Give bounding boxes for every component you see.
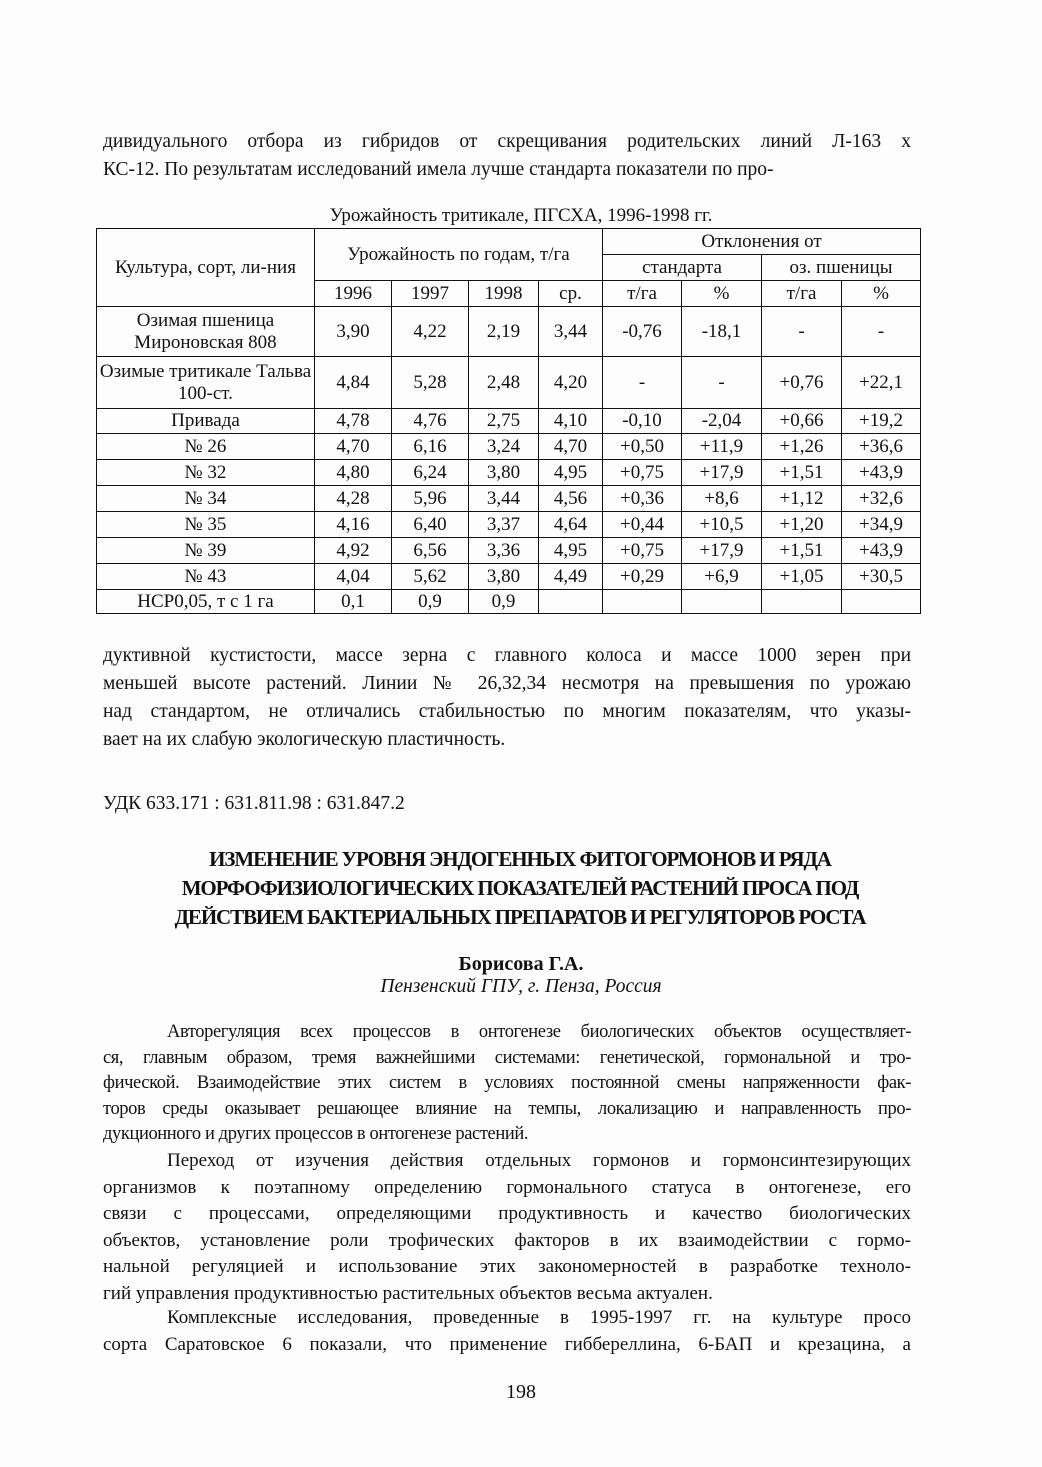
- value-cell: 4,80: [315, 460, 392, 486]
- text-line: дукционного и других процессов в онтогенезе растений.: [103, 1124, 529, 1144]
- text-line: КС-12. По результатам исследований имела лучше стандарта показатели по про-: [103, 159, 774, 180]
- text-line: дуктивной кустистости, массе зерна с главного колоса и массе 1000 зерен при: [103, 645, 911, 666]
- yield-table: [96, 228, 921, 614]
- value-cell: 5,62: [392, 564, 469, 590]
- author-affiliation: Пензенский ГПУ, г. Пенза, Россия: [380, 976, 662, 997]
- value-cell: +0,29: [603, 564, 682, 590]
- value-cell: 4,49: [539, 564, 603, 590]
- culture-cell: Озимая пшеница Мироновская 808: [97, 307, 315, 357]
- value-cell: 4,70: [539, 434, 603, 460]
- value-cell: +1,05: [762, 564, 842, 590]
- table-row: [97, 357, 921, 409]
- value-cell: [762, 590, 842, 614]
- value-cell: +1,20: [762, 512, 842, 538]
- body-paragraph-3: [103, 1305, 911, 1358]
- value-cell: 4,92: [315, 538, 392, 564]
- value-cell: 4,84: [315, 357, 392, 409]
- text-line: Переход от изучения действия отдельных гормонов и гормонсинтезирующих: [167, 1150, 911, 1171]
- value-cell: 3,80: [469, 460, 539, 486]
- value-cell: 3,36: [469, 538, 539, 564]
- value-cell: 4,22: [392, 307, 469, 357]
- value-cell: 4,76: [392, 409, 469, 434]
- after-table-paragraph: [103, 642, 911, 754]
- culture-cell: № 26: [97, 434, 315, 460]
- value-cell: 4,28: [315, 486, 392, 512]
- culture-cell: Озимые тритикале Тальва 100-ст.: [97, 357, 315, 409]
- value-cell: 4,78: [315, 409, 392, 434]
- text-line: связи с процессами, определяющими продуктивность и качество биологических: [103, 1203, 911, 1224]
- text-line: дивидуального отбора из гибридов от скрещивания родительских линий Л-163 х: [103, 131, 911, 152]
- value-cell: 4,64: [539, 512, 603, 538]
- value-cell: 2,19: [469, 307, 539, 357]
- subheader-cell: %: [842, 281, 921, 307]
- culture-cell: № 43: [97, 564, 315, 590]
- text-line: фической. Взаимодействие этих систем в условиях постоянной смены напряженности фак-: [103, 1073, 911, 1093]
- value-cell: 0,9: [469, 590, 539, 614]
- value-cell: +1,26: [762, 434, 842, 460]
- value-cell: 3,24: [469, 434, 539, 460]
- table-row: [97, 434, 921, 460]
- subheader-cell: т/га: [762, 281, 842, 307]
- table-row: [97, 564, 921, 590]
- value-cell: 6,16: [392, 434, 469, 460]
- subheader-cell: 1996: [315, 281, 392, 307]
- abstract-paragraph-1: [103, 1020, 911, 1148]
- text-line: торов среды оказывает решающее влияние на темпы, локализацию и направленность про-: [103, 1098, 911, 1119]
- text-line: сорта Саратовское 6 показали, что применение гиббереллина, 6-БАП и крезацина, а: [103, 1333, 911, 1355]
- value-cell: 2,75: [469, 409, 539, 434]
- value-cell: 4,56: [539, 486, 603, 512]
- value-cell: [682, 590, 762, 614]
- table-row: [97, 590, 921, 614]
- value-cell: 4,04: [315, 564, 392, 590]
- value-cell: 3,37: [469, 512, 539, 538]
- value-cell: +1,51: [762, 538, 842, 564]
- title-line: МОРФОФИЗИОЛОГИЧЕСКИХ ПОКАЗАТЕЛЕЙ РАСТЕНИЙ ПРОСА ПОД: [181, 876, 859, 900]
- value-cell: +1,12: [762, 486, 842, 512]
- value-cell: +0,50: [603, 434, 682, 460]
- value-cell: 4,10: [539, 409, 603, 434]
- value-cell: +0,75: [603, 460, 682, 486]
- value-cell: -: [762, 307, 842, 357]
- value-cell: -18,1: [682, 307, 762, 357]
- value-cell: +17,9: [682, 460, 762, 486]
- table-row: [97, 307, 921, 357]
- author-name: Борисова Г.А.: [458, 953, 584, 975]
- value-cell: 3,80: [469, 564, 539, 590]
- header-wheat: оз. пшеницы: [762, 255, 921, 281]
- value-cell: +0,75: [603, 538, 682, 564]
- table-row: [97, 486, 921, 512]
- value-cell: +36,6: [842, 434, 921, 460]
- culture-cell: № 35: [97, 512, 315, 538]
- text-line: организмов к поэтапному определению гормонального статуса в онтогенезе, его: [103, 1176, 911, 1198]
- udk-code: УДК 633.171 : 631.811.98 : 631.847.2: [103, 793, 405, 814]
- value-cell: +10,5: [682, 512, 762, 538]
- value-cell: +6,9: [682, 564, 762, 590]
- table-row: [97, 538, 921, 564]
- value-cell: -2,04: [682, 409, 762, 434]
- culture-cell: № 32: [97, 460, 315, 486]
- value-cell: 4,95: [539, 460, 603, 486]
- culture-cell: НСР0,05, т с 1 га: [97, 590, 315, 614]
- value-cell: 4,70: [315, 434, 392, 460]
- value-cell: 4,20: [539, 357, 603, 409]
- header-deviation: Отклонения от: [603, 229, 921, 255]
- value-cell: 5,28: [392, 357, 469, 409]
- value-cell: +8,6: [682, 486, 762, 512]
- page-number: 198: [506, 1381, 536, 1403]
- value-cell: +32,6: [842, 486, 921, 512]
- header-standard: стандарта: [603, 255, 762, 281]
- value-cell: 4,95: [539, 538, 603, 564]
- value-cell: [842, 590, 921, 614]
- value-cell: 5,96: [392, 486, 469, 512]
- value-cell: 4,16: [315, 512, 392, 538]
- value-cell: 6,40: [392, 512, 469, 538]
- value-cell: -: [682, 357, 762, 409]
- value-cell: 3,90: [315, 307, 392, 357]
- value-cell: +0,76: [762, 357, 842, 409]
- article-title: [80, 845, 960, 932]
- table-row: [97, 409, 921, 434]
- title-line: ИЗМЕНЕНИЕ УРОВНЯ ЭНДОГЕННЫХ ФИТОГОРМОНОВ И РЯДА: [209, 847, 831, 871]
- text-line: вает на их слабую экологическую пластичность.: [103, 729, 506, 750]
- text-line: Комплексные исследования, проведенные в 1995-1997 гг. на культуре просо: [167, 1307, 911, 1328]
- subheader-cell: т/га: [603, 281, 682, 307]
- table-row: [97, 512, 921, 538]
- value-cell: -: [842, 307, 921, 357]
- intro-paragraph: [103, 128, 911, 184]
- text-line: нальной регуляцией и использование этих закономерностей в разработке техноло-: [103, 1256, 911, 1277]
- value-cell: +19,2: [842, 409, 921, 434]
- subheader-cell: 1997: [392, 281, 469, 307]
- value-cell: -: [603, 357, 682, 409]
- subheader-cell: %: [682, 281, 762, 307]
- value-cell: 6,56: [392, 538, 469, 564]
- text-line: объектов, установление роли трофических факторов в их взаимодействии с гормо-: [103, 1229, 911, 1251]
- value-cell: +22,1: [842, 357, 921, 409]
- culture-cell: № 39: [97, 538, 315, 564]
- value-cell: +11,9: [682, 434, 762, 460]
- value-cell: [539, 590, 603, 614]
- title-line: ДЕЙСТВИЕМ БАКТЕРИАЛЬНЫХ ПРЕПАРАТОВ И РЕГУЛЯТОРОВ РОСТА: [174, 905, 866, 929]
- value-cell: -0,10: [603, 409, 682, 434]
- value-cell: 2,48: [469, 357, 539, 409]
- subheader-cell: 1998: [469, 281, 539, 307]
- table-caption: Урожайность тритикале, ПГСХА, 1996-1998 гг.: [329, 205, 713, 226]
- value-cell: +1,51: [762, 460, 842, 486]
- text-line: ся, главным образом, тремя важнейшими системами: генетической, гормональной и тро-: [103, 1047, 911, 1068]
- table-body: [97, 307, 921, 614]
- text-line: гий управления продуктивностью растительных объектов весьма актуален.: [103, 1282, 713, 1304]
- text-line: Авторегуляция всех процессов в онтогенезе биологических объектов осуществляет-: [167, 1022, 911, 1042]
- text-line: над стандартом, не отличались стабильностью по многим показателям, что указы-: [103, 701, 911, 722]
- text-line: меньшей высоте растений. Линии № 26,32,34 несмотря на превышения по урожаю: [103, 673, 911, 694]
- value-cell: -0,76: [603, 307, 682, 357]
- value-cell: +0,36: [603, 486, 682, 512]
- body-paragraph-2: [103, 1148, 911, 1307]
- culture-cell: Привада: [97, 409, 315, 434]
- value-cell: +0,44: [603, 512, 682, 538]
- value-cell: [603, 590, 682, 614]
- value-cell: +43,9: [842, 538, 921, 564]
- header-yield: Урожайность по годам, т/га: [315, 229, 603, 281]
- value-cell: +0,66: [762, 409, 842, 434]
- value-cell: +34,9: [842, 512, 921, 538]
- value-cell: 0,9: [392, 590, 469, 614]
- value-cell: 3,44: [469, 486, 539, 512]
- subheader-cell: ср.: [539, 281, 603, 307]
- value-cell: +43,9: [842, 460, 921, 486]
- value-cell: 3,44: [539, 307, 603, 357]
- value-cell: +30,5: [842, 564, 921, 590]
- header-culture: Культура, сорт, ли-ния: [97, 229, 315, 307]
- table-row: [97, 460, 921, 486]
- value-cell: +17,9: [682, 538, 762, 564]
- value-cell: 6,24: [392, 460, 469, 486]
- value-cell: 0,1: [315, 590, 392, 614]
- culture-cell: № 34: [97, 486, 315, 512]
